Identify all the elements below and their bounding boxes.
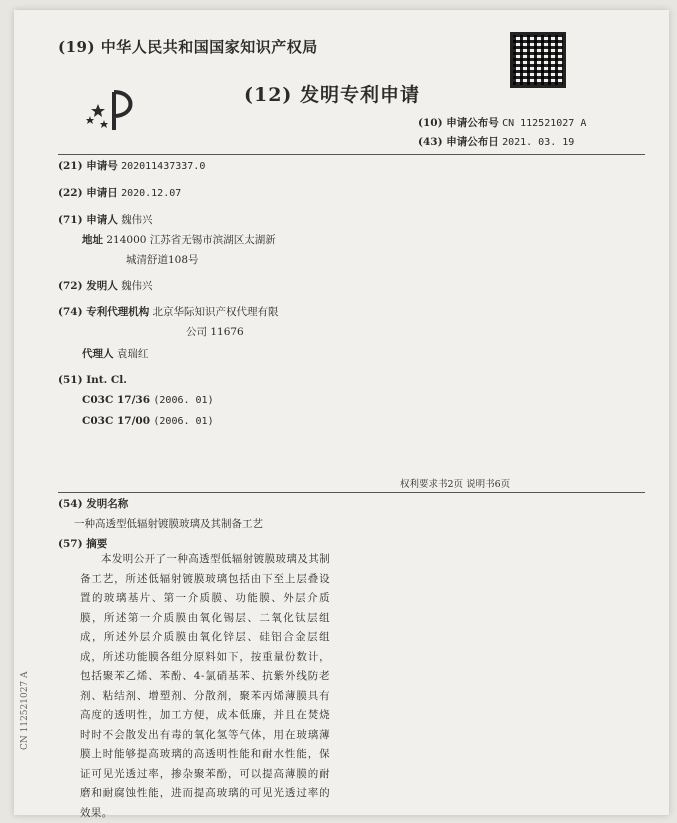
header-divider <box>58 154 645 155</box>
address-label: 地址 <box>82 234 103 246</box>
app-date-label: (22) 申请日 <box>58 187 118 199</box>
pub-no-label: (10) 申请公布号 <box>418 117 499 129</box>
app-date: 2020.12.07 <box>121 188 182 199</box>
bibliographic-data <box>58 156 279 432</box>
office-name: (19) 中华人民共和国国家知识产权局 <box>58 38 318 56</box>
ipc-code: C03C 17/36 <box>82 394 151 406</box>
qr-code-icon <box>510 32 566 88</box>
intcl-label: (51) Int. Cl. <box>58 374 127 386</box>
inventor: 魏伟兴 <box>121 280 153 292</box>
ipc-year: (2006. 01) <box>153 395 214 406</box>
pub-no: CN 112521027 A <box>502 118 587 129</box>
pub-date-label: (43) 申请公布日 <box>418 136 499 148</box>
agent: 袁瑞红 <box>116 348 149 360</box>
agency-line2: 公司 11676 <box>186 326 244 338</box>
abstract-text: 本发明公开了一种高透型低辐射镀膜玻璃及其制备工艺，所述低辐射镀膜玻璃包括由下至上层叠设置的玻璃基片、第一介质膜、功能膜、外层介质膜，所述第一介质膜由氧化锡层、二氧化钛层组成，所述外层介质膜由氧化锌层、硅铝合金层组成，所述功能膜各组分原料如下，按重量份数计，包括聚苯乙烯、苯酚、4-氯硝基苯、抗紫外线防老剂、粘结剂、增塑剂、分散剂，聚苯丙烯薄膜具有高度的透明性，加工方便，成本低廉，并且在焚烧时时不会散发出有毒的氧化氢等气体，用在玻璃薄膜上时能够提高玻璃的高透明性能和耐水性能，保证可见光透过率，掺杂聚苯酚，可以提高薄膜的耐磨和耐腐蚀性能，进而提高玻璃的可见光透过率的效果。 <box>80 553 330 819</box>
applicant: 魏伟兴 <box>121 214 153 226</box>
section-divider <box>58 492 645 493</box>
ipc-year: (2006. 01) <box>153 416 214 427</box>
address-line2: 城清舒道108号 <box>126 254 199 266</box>
app-no-label: (21) 申请号 <box>58 160 118 172</box>
pub-date: 2021. 03. 19 <box>502 137 575 148</box>
document-type: (12) 发明专利申请 <box>244 84 421 106</box>
address-line1: 214000 江苏省无锡市滨湖区太湖新 <box>106 234 276 246</box>
agency-label: (74) 专利代理机构 <box>58 306 150 318</box>
side-publication-id: CN 112521027 A <box>20 671 30 750</box>
title-section <box>58 494 263 554</box>
publication-info <box>418 114 586 152</box>
agency-line1: 北京华际知识产权代理有限 <box>152 306 279 318</box>
inventor-label: (72) 发明人 <box>58 280 118 292</box>
invention-title: 一种高透型低辐射镀膜玻璃及其制备工艺 <box>74 518 263 530</box>
cnipa-logo-icon <box>84 86 146 136</box>
page-count: 权利要求书2页 说明书6页 <box>400 479 511 490</box>
applicant-label: (71) 申请人 <box>58 214 118 226</box>
abstract-label: (57) 摘要 <box>58 538 108 550</box>
app-no: 202011437337.0 <box>121 161 206 172</box>
ipc-code: C03C 17/00 <box>82 415 151 427</box>
agent-label: 代理人 <box>82 348 114 360</box>
patent-page <box>14 10 669 819</box>
title-label: (54) 发明名称 <box>58 498 129 510</box>
